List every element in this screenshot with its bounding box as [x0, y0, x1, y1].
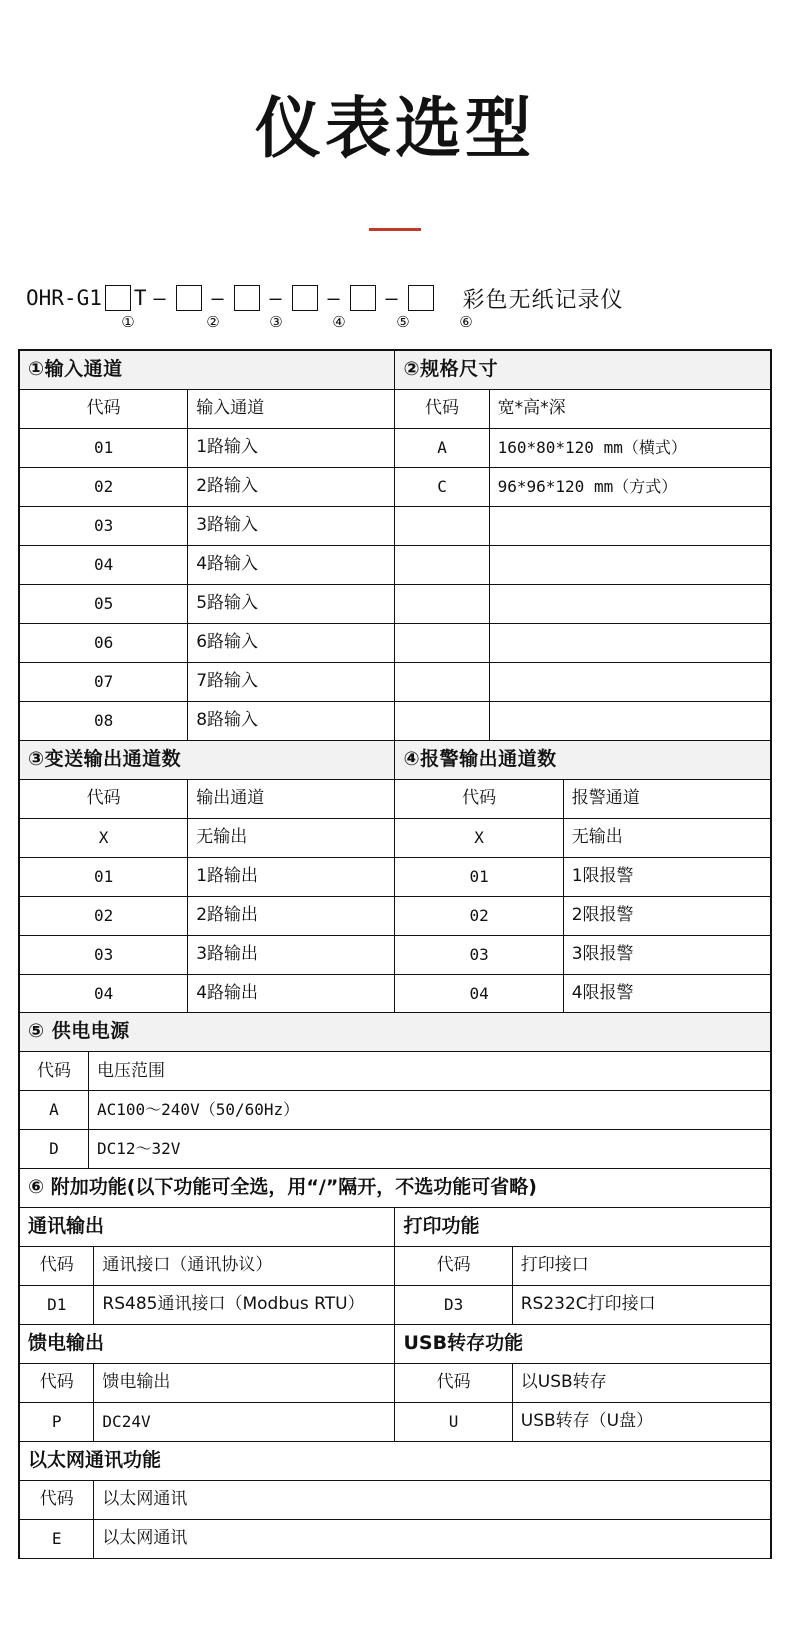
model-code-box-4[interactable] [292, 285, 318, 311]
model-dash-3: – [269, 286, 282, 310]
table-row [20, 779, 771, 818]
s6-ethernet-head-code: 代码 [20, 1480, 94, 1519]
s6-g0-row-left-code: D1 [20, 1285, 94, 1324]
table-row [20, 1130, 771, 1169]
s5-row-0-desc: AC100～240V（50/60Hz） [89, 1091, 771, 1130]
marker-5: ⑤ [396, 313, 410, 331]
s6-g0-title-left: 通讯输出 [20, 1207, 395, 1246]
section-6-heading: ⑥ 附加功能(以下功能可全选，用“/”隔开，不选功能可省略) [20, 1168, 771, 1207]
table-row [20, 1246, 771, 1285]
table-row [20, 1402, 771, 1441]
s1-row-2-code: 03 [20, 507, 188, 546]
model-dash-5: – [385, 286, 398, 310]
s5-col-code: 代码 [20, 1052, 89, 1091]
table-row [20, 507, 771, 546]
s4-row-0-code: X [395, 818, 563, 857]
s3-row-0-code: X [20, 818, 188, 857]
s4-row-4-desc: 4限报警 [563, 974, 770, 1013]
s1-col-desc: 输入通道 [188, 390, 395, 429]
s4-row-1-code: 01 [395, 857, 563, 896]
s2-filler-code-2 [395, 507, 489, 546]
s6-g0-head-right-desc: 打印接口 [512, 1246, 770, 1285]
s4-row-3-desc: 3限报警 [563, 935, 770, 974]
model-code-box-3[interactable] [234, 285, 260, 311]
s6-g0-row-left-desc: RS485通讯接口（Modbus RTU） [94, 1285, 395, 1324]
s3-row-0-desc: 无输出 [188, 818, 395, 857]
s6-ethernet-title: 以太网通讯功能 [20, 1441, 771, 1480]
s1-row-6-desc: 7路输入 [188, 663, 395, 702]
s1-row-4-code: 05 [20, 585, 188, 624]
table-section-3-4 [19, 740, 771, 1014]
s6-g0-head-right-code: 代码 [395, 1246, 512, 1285]
table-row [20, 585, 771, 624]
table-row [20, 351, 771, 390]
marker-6: ⑥ [459, 313, 473, 331]
s1-row-4-desc: 5路输入 [188, 585, 395, 624]
model-code-line [0, 283, 790, 313]
s1-row-0-desc: 1路输入 [188, 429, 395, 468]
marker-4: ④ [332, 313, 346, 331]
model-code-box-2[interactable] [176, 285, 202, 311]
s5-row-1-code: D [20, 1130, 89, 1169]
s4-row-2-desc: 2限报警 [563, 896, 770, 935]
s2-filler-code-3 [395, 546, 489, 585]
s2-filler-desc-2 [489, 507, 770, 546]
s3-row-2-code: 02 [20, 896, 188, 935]
s3-col-desc: 输出通道 [188, 779, 395, 818]
table-row [20, 857, 771, 896]
table-row [20, 624, 771, 663]
marker-3: ③ [269, 313, 283, 331]
model-code-box-5[interactable] [350, 285, 376, 311]
s3-row-4-code: 04 [20, 974, 188, 1013]
s6-g1-row-right-desc: USB转存（U盘） [512, 1402, 770, 1441]
model-dash-4: – [327, 286, 340, 310]
s6-g1-title-right: USB转存功能 [395, 1324, 771, 1363]
s3-row-3-desc: 3路输出 [188, 935, 395, 974]
s1-row-3-desc: 4路输入 [188, 546, 395, 585]
s2-row-1-desc: 96*96*120 mm（方式） [489, 468, 770, 507]
s1-row-2-desc: 3路输入 [188, 507, 395, 546]
section-1-heading: ①输入通道 [20, 351, 395, 390]
s2-filler-desc-6 [489, 663, 770, 702]
s6-g0-row-right-desc: RS232C打印接口 [512, 1285, 770, 1324]
table-row [20, 896, 771, 935]
s6-ethernet-row-code: E [20, 1519, 94, 1558]
s2-filler-code-7 [395, 702, 489, 741]
s5-col-desc: 电压范围 [89, 1052, 771, 1091]
s2-row-1-code: C [395, 468, 489, 507]
table-section-5 [19, 1012, 771, 1169]
selection-tables [18, 349, 772, 1559]
table-section-1-2 [19, 350, 771, 741]
s3-row-4-desc: 4路输出 [188, 974, 395, 1013]
s5-row-1-desc: DC12～32V [89, 1130, 771, 1169]
s2-filler-desc-3 [489, 546, 770, 585]
table-row [20, 1168, 771, 1207]
s6-g0-head-left-code: 代码 [20, 1246, 94, 1285]
s6-g1-title-left: 馈电输出 [20, 1324, 395, 1363]
s6-g1-head-right-code: 代码 [395, 1363, 512, 1402]
s6-g1-row-right-code: U [395, 1402, 512, 1441]
s1-row-7-code: 08 [20, 702, 188, 741]
table-row [20, 702, 771, 741]
section-5-heading: ⑤ 供电电源 [20, 1013, 771, 1052]
s4-row-3-code: 03 [395, 935, 563, 974]
s6-g1-head-right-desc: 以USB转存 [512, 1363, 770, 1402]
table-row [20, 1013, 771, 1052]
s6-g1-head-left-code: 代码 [20, 1363, 94, 1402]
s6-g0-title-right: 打印功能 [395, 1207, 771, 1246]
table-row [20, 1207, 771, 1246]
s1-row-1-desc: 2路输入 [188, 468, 395, 507]
table-row [20, 663, 771, 702]
s2-filler-code-5 [395, 624, 489, 663]
model-mid-letter: T [133, 286, 147, 310]
s3-row-3-code: 03 [20, 935, 188, 974]
s3-row-2-desc: 2路输出 [188, 896, 395, 935]
table-row [20, 390, 771, 429]
s3-row-1-desc: 1路输出 [188, 857, 395, 896]
model-dash-1: – [153, 286, 166, 310]
s1-row-5-desc: 6路输入 [188, 624, 395, 663]
s2-row-0-code: A [395, 429, 489, 468]
s2-filler-desc-7 [489, 702, 770, 741]
section-3-heading: ③变送输出通道数 [20, 740, 395, 779]
s2-filler-desc-4 [489, 585, 770, 624]
table-row [20, 1091, 771, 1130]
table-row [20, 935, 771, 974]
s4-col-code: 代码 [395, 779, 563, 818]
s1-row-6-code: 07 [20, 663, 188, 702]
s6-ethernet-head-desc: 以太网通讯 [94, 1480, 771, 1519]
section-4-heading: ④报警输出通道数 [395, 740, 771, 779]
table-row [20, 1480, 771, 1519]
s6-g0-head-left-desc: 通讯接口（通讯协议） [94, 1246, 395, 1285]
s4-row-0-desc: 无输出 [563, 818, 770, 857]
s1-row-7-desc: 8路输入 [188, 702, 395, 741]
model-code-box-1[interactable] [105, 285, 131, 311]
s6-ethernet-row-desc: 以太网通讯 [94, 1519, 771, 1558]
s2-filler-code-4 [395, 585, 489, 624]
table-row [20, 1519, 771, 1558]
s2-col-code: 代码 [395, 390, 489, 429]
table-row [20, 740, 771, 779]
title-block [0, 0, 790, 231]
s2-filler-code-6 [395, 663, 489, 702]
marker-2: ② [206, 313, 220, 331]
s3-row-1-code: 01 [20, 857, 188, 896]
table-row [20, 974, 771, 1013]
s6-g1-row-left-desc: DC24V [94, 1402, 395, 1441]
table-row [20, 546, 771, 585]
s2-row-0-desc: 160*80*120 mm（横式） [489, 429, 770, 468]
model-dash-2: – [211, 286, 224, 310]
s4-row-2-code: 02 [395, 896, 563, 935]
s1-row-3-code: 04 [20, 546, 188, 585]
page-title: 仪表选型 [255, 90, 535, 167]
s6-g1-row-left-code: P [20, 1402, 94, 1441]
s1-row-0-code: 01 [20, 429, 188, 468]
model-marker-row [0, 313, 790, 335]
s3-col-code: 代码 [20, 779, 188, 818]
table-row [20, 1052, 771, 1091]
table-section-6 [19, 1168, 771, 1559]
section-2-heading: ②规格尺寸 [395, 351, 771, 390]
s6-g1-head-left-desc: 馈电输出 [94, 1363, 395, 1402]
product-name: 彩色无纸记录仪 [462, 287, 624, 313]
s1-col-code: 代码 [20, 390, 188, 429]
marker-1: ① [121, 313, 135, 331]
table-row [20, 1285, 771, 1324]
table-row [20, 429, 771, 468]
s6-g0-row-right-code: D3 [395, 1285, 512, 1324]
s4-row-1-desc: 1限报警 [563, 857, 770, 896]
s5-row-0-code: A [20, 1091, 89, 1130]
s1-row-1-code: 02 [20, 468, 188, 507]
title-divider [369, 228, 421, 231]
table-row [20, 818, 771, 857]
s4-col-desc: 报警通道 [563, 779, 770, 818]
table-row [20, 1441, 771, 1480]
table-row [20, 468, 771, 507]
s2-col-desc: 宽*高*深 [489, 390, 770, 429]
table-row [20, 1363, 771, 1402]
s2-filler-desc-5 [489, 624, 770, 663]
model-prefix: OHR-G1 [26, 286, 102, 310]
s1-row-5-code: 06 [20, 624, 188, 663]
model-code-box-6[interactable] [408, 285, 434, 311]
s4-row-4-code: 04 [395, 974, 563, 1013]
table-row [20, 1324, 771, 1363]
